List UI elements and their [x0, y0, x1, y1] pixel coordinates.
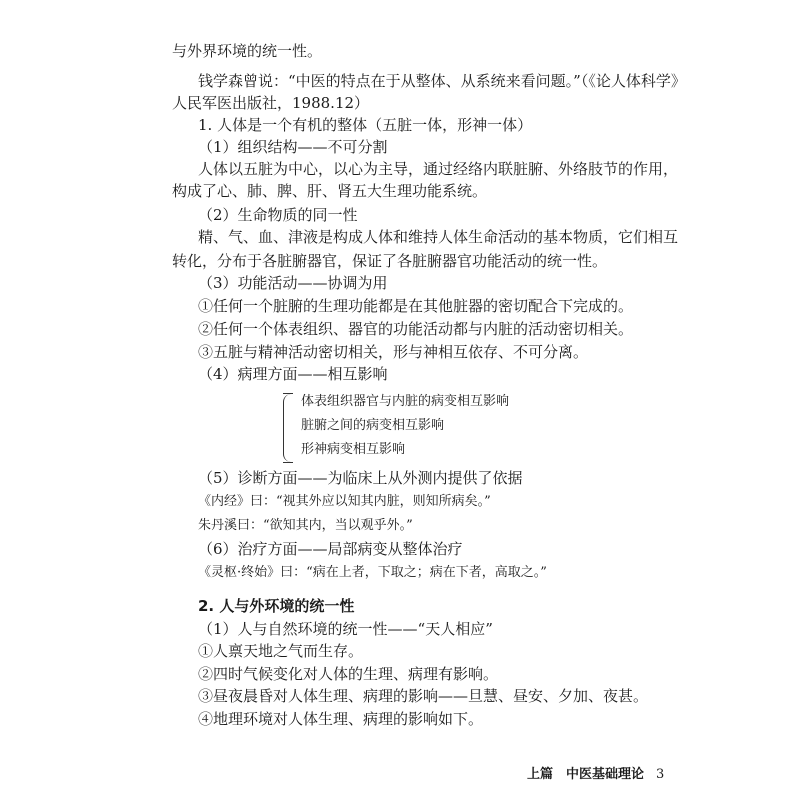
list-item: ①任何一个脏腑的生理功能都是在其他脏器的密切配合下完成的。: [198, 297, 634, 315]
subheading: （2）生命物质的同一性: [198, 206, 358, 224]
quote-line: 朱丹溪曰：“欲知其内，当以观乎外。”: [198, 518, 413, 533]
list-item: ②四时气候变化对人体的生理、病理有影响。: [198, 665, 499, 683]
page-footer: [527, 763, 664, 782]
subheading: （1）人与自然环境的统一性——“天人相应”: [198, 620, 493, 638]
page-number: 3: [656, 767, 665, 782]
heading-2: 2. 人与外环境的统一性: [198, 597, 355, 615]
brace-item: 体表组织器官与内脏的病变相互影响: [301, 394, 510, 409]
brace-item: 形神病变相互影响: [301, 442, 406, 457]
list-item: ③五脏与精神活动密切相关，形与神相互依存、不可分离。: [198, 343, 589, 361]
paragraph-line: 精、气、血、津液是构成人体和维持人体生命活动的基本物质，它们相互: [198, 228, 679, 246]
brace-top-tick: [283, 393, 293, 395]
list-item: ①人禀天地之气而生存。: [198, 642, 364, 660]
paragraph-line: 构成了心、肺、脾、肝、肾五大生理功能系统。: [172, 182, 488, 200]
paragraph-line: 人体以五脏为中心，以心为主导，通过经络内联脏腑、外络肢节的作用，: [198, 160, 679, 178]
text-line: 与外界环境的统一性。: [172, 42, 323, 60]
subheading: （5）诊断方面——为临床上从外测内提供了依据: [198, 469, 523, 487]
footer-section: 上篇 中医基础理论: [527, 767, 645, 782]
subheading: （3）功能活动——协调为用: [198, 274, 388, 292]
quote-line: 《内经》曰：“视其外应以知其内脏，则知所病矣。”: [198, 494, 491, 509]
citation-line: 人民军医出版社，1988.12）: [172, 94, 370, 112]
subheading: （1）组织结构——不可分割: [198, 138, 388, 156]
list-item: ④地理环境对人体生理、病理的影响如下。: [198, 710, 484, 728]
heading-1: 1. 人体是一个有机的整体（五脏一体，形神一体）: [198, 116, 533, 134]
subheading: （6）治疗方面——局部病变从整体治疗: [198, 540, 463, 558]
paragraph-line: 转化，分布于各脏腑器官，保证了各脏腑器官功能活动的统一性。: [172, 252, 608, 270]
quote-line: 《灵枢·终始》曰：“病在上者，下取之；病在下者，高取之。”: [198, 565, 547, 580]
quote-line: 钱学森曾说：“中医的特点在于从整体、从系统来看问题。”（《论人体科学》: [198, 72, 686, 90]
brace-bottom-tick: [283, 462, 293, 464]
list-item: ③昼夜晨昏对人体生理、病理的影响——旦慧、昼安、夕加、夜甚。: [198, 687, 649, 705]
list-item: ②任何一个体表组织、器官的功能活动都与内脏的活动密切相关。: [198, 320, 634, 338]
brace-item: 脏腑之间的病变相互影响: [301, 418, 445, 433]
brace-bracket: [283, 394, 298, 462]
subheading: （4）病理方面——相互影响: [198, 365, 388, 383]
